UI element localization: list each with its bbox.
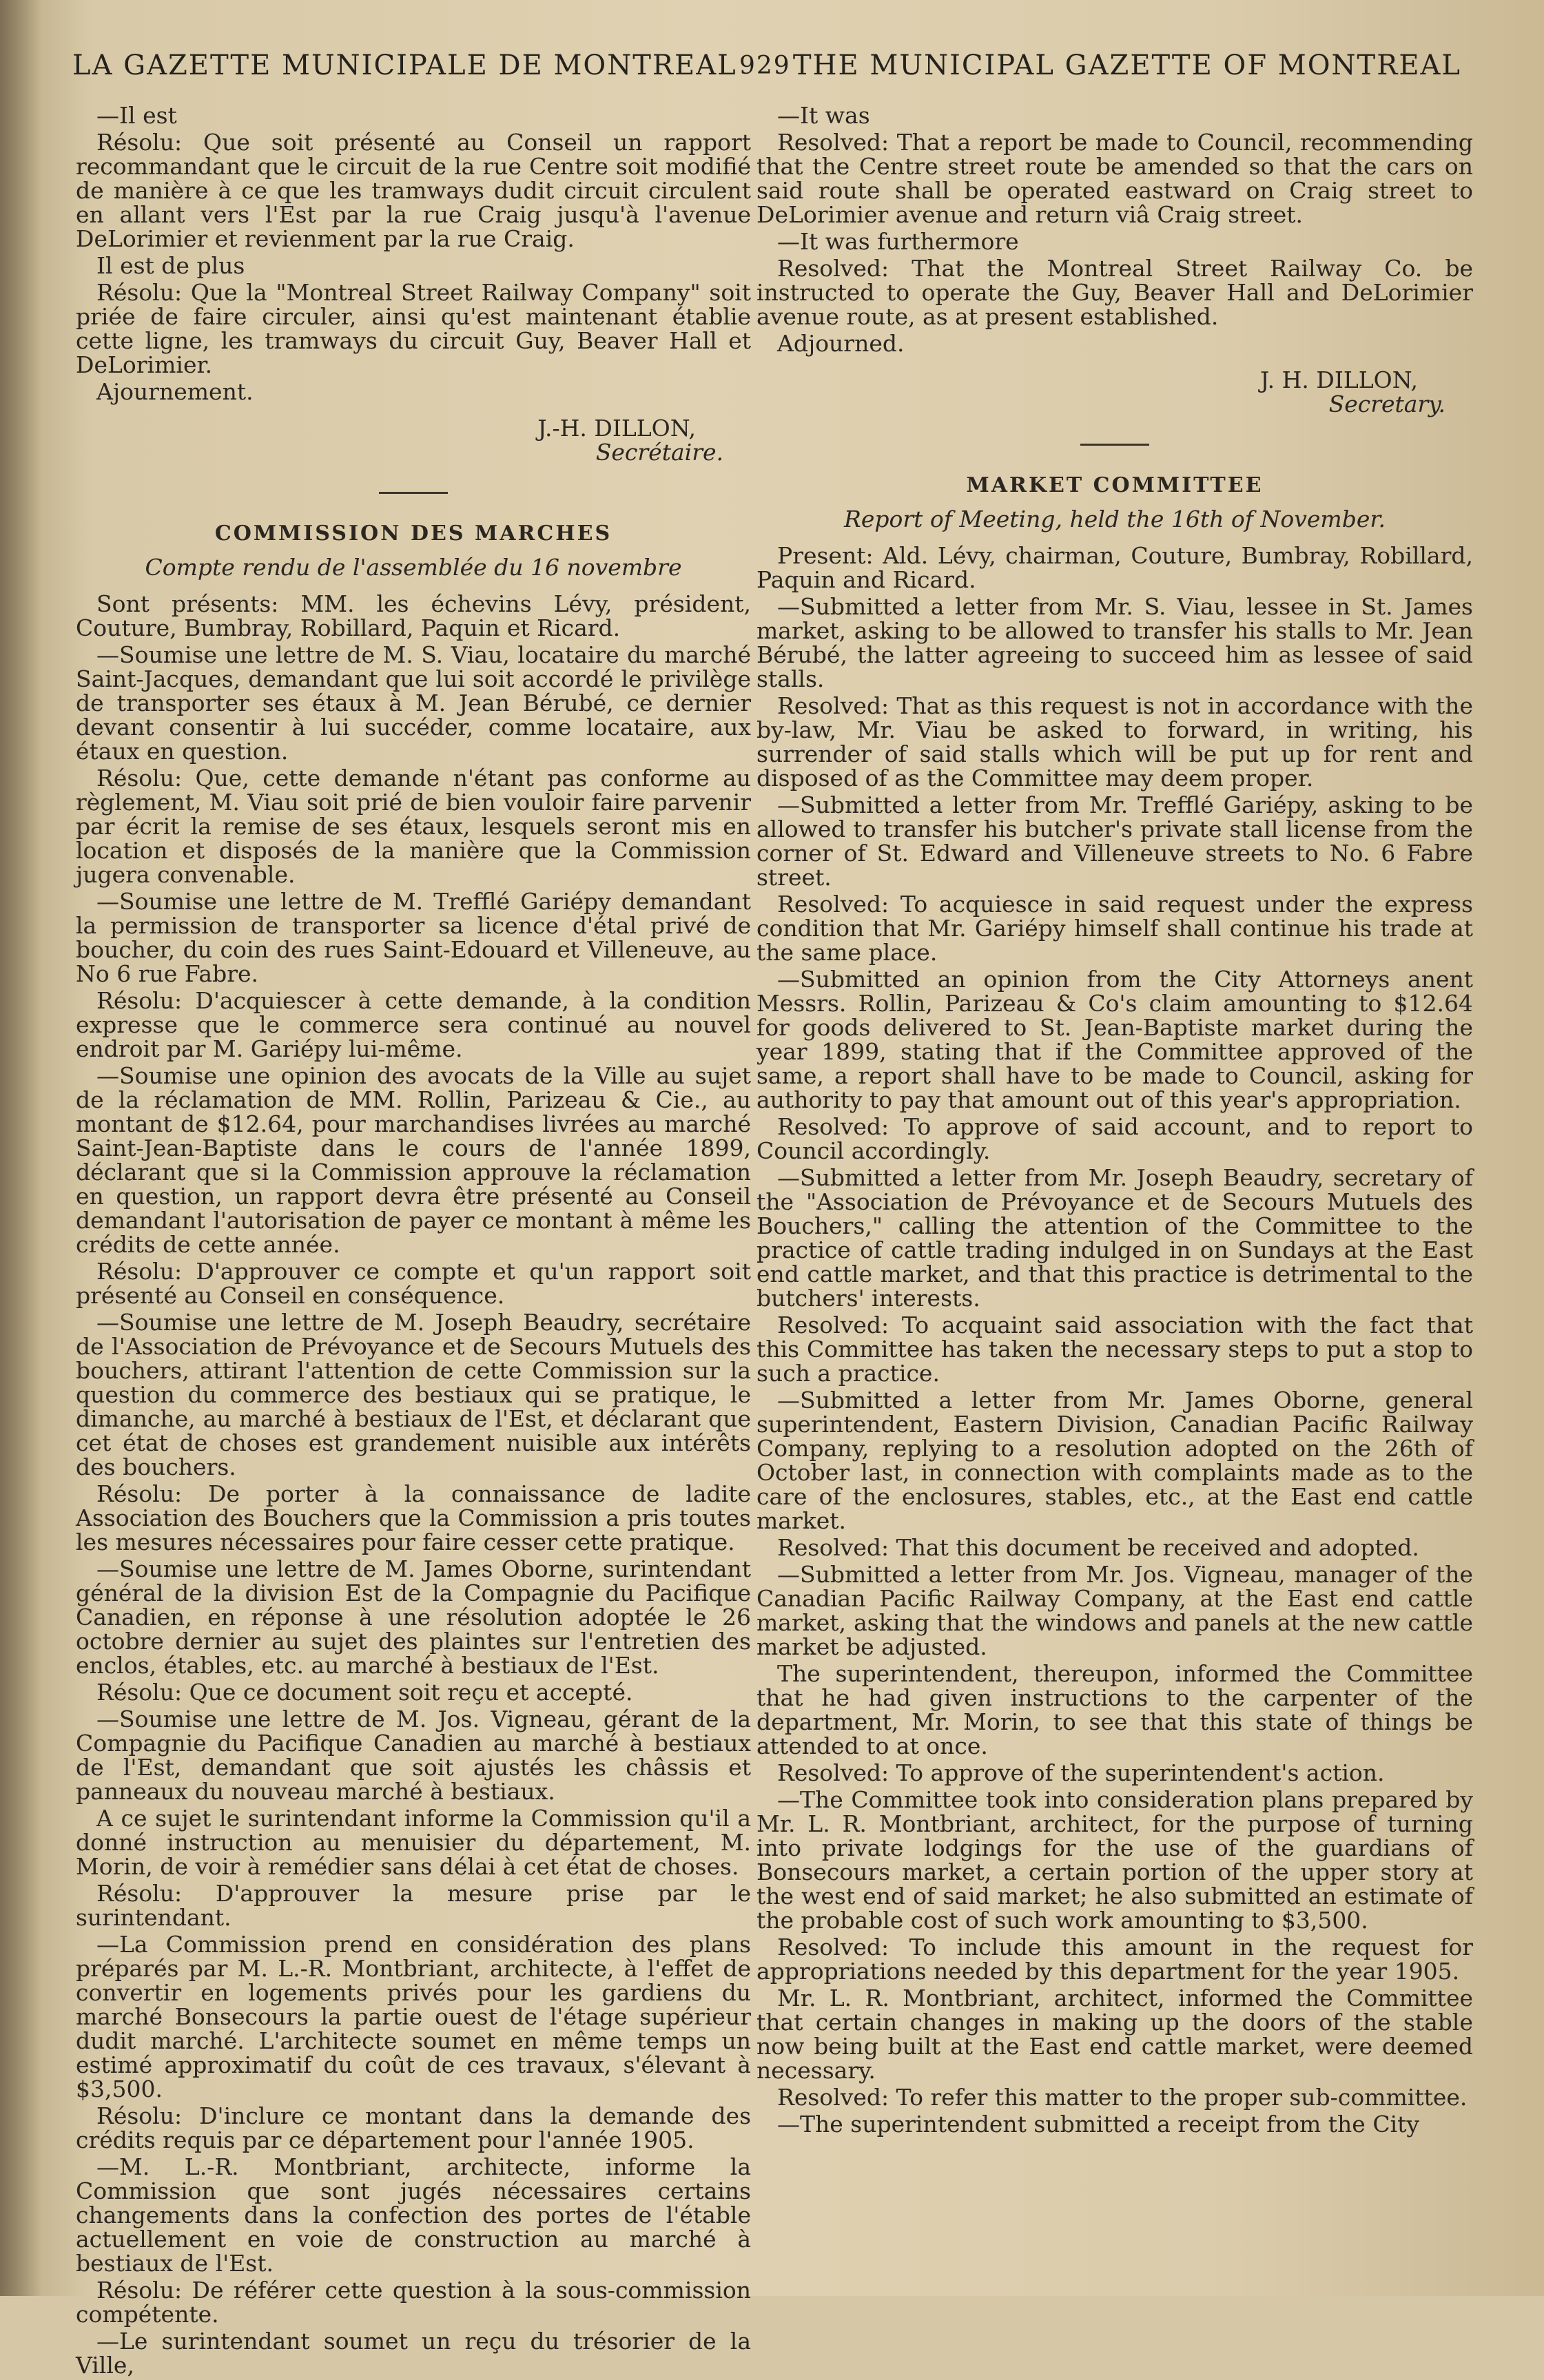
english-body-paragraph: Resolved: That as this request is not in accordance with the by-law, Mr. Viau be asked to forward, in writing, his surrender of said stalls which will be put up for rent and disposed of as the Committee may deem proper. bbox=[756, 692, 1473, 791]
english-body-paragraph: Present: Ald. Lévy, chairman, Couture, Bumbray, Robillard, Paquin and Ricard. bbox=[756, 542, 1473, 593]
book-spine-shadow bbox=[0, 0, 41, 2296]
french-body-paragraph: —Soumise une lettre de M. James Oborne, surintendant général de la division Est de la Compagnie du Pacifique Canadien, en réponse à une résolution adoptée le 26 octobre dernier au sujet des plaintes sur l'entretien des enclos, étables, etc. au marché à bestiaux de l'Est. bbox=[76, 1555, 751, 1679]
english-section-subtitle: Report of Meeting, held the 16th of November. bbox=[843, 506, 1386, 532]
section-divider bbox=[1080, 444, 1149, 446]
page-number: 929 bbox=[739, 51, 791, 80]
english-body-paragraph: —The Committee took into consideration plans prepared by Mr. L. R. Montbriant, architect, for the purpose of turning into private lodgings for the use of the guardians of Bonsecours market, a certain portion of the upper story at the west end of said market; he also submitted an estimate of the probable cost of such work amounting to $3,500. bbox=[756, 1786, 1473, 1934]
french-body-paragraph: —Soumise une lettre de M. Jos. Vigneau, gérant de la Compagnie du Pacifique Canadien au marché à bestiaux de l'Est, demandant que soit ajustés les châssis et panneaux du nouveau marché à bestiaux. bbox=[76, 1706, 751, 1805]
english-body-paragraph: Resolved: To acquaint said association with the fact that this Committee has taken the necessary steps to put a stop to such a practice. bbox=[756, 1312, 1473, 1387]
english-body bbox=[756, 544, 1473, 2136]
french-body-paragraph: —Soumise une lettre de M. S. Viau, locataire du marché Saint-Jacques, demandant que lui soit accordé le privilège de transporter ses étaux à M. Jean Bérubé, ce dernier devant consentir à lui succéder, comme locataire, aux étaux en question. bbox=[76, 641, 751, 765]
english-body-paragraph: Resolved: To refer this matter to the proper sub-committee. bbox=[777, 2084, 1468, 2111]
french-body-paragraph: Résolu: D'approuver ce compte et qu'un rapport soit présenté au Conseil en conséquence. bbox=[76, 1258, 751, 1309]
french-signature: J.-H. DILLON, bbox=[537, 415, 696, 442]
english-intro bbox=[756, 103, 1473, 355]
header-title-english: THE MUNICIPAL GAZETTE OF MONTREAL bbox=[792, 50, 1461, 81]
french-body-paragraph: Résolu: Que ce document soit reçu et accepté. bbox=[96, 1679, 633, 1706]
english-signature-title: Secretary. bbox=[1328, 391, 1445, 417]
french-section-subtitle: Compte rendu de l'assemblée du 16 novembre bbox=[145, 554, 682, 581]
header-title-french: LA GAZETTE MUNICIPALE DE MONTREAL bbox=[72, 50, 737, 81]
french-body-paragraph: —Soumise une lettre de M. Joseph Beaudry, secrétaire de l'Association de Prévoyance et de Secours Mutuels des bouchers, attirant l'attention de cette Commission sur la question du commerce des bestiaux qui se pratique, le dimanche, au marché à bestiaux de l'Est, et déclarant que cet état de choses est grandement nuisible aux intérêts des bouchers. bbox=[76, 1309, 751, 1480]
french-body bbox=[76, 592, 751, 2377]
english-section-title: MARKET COMMITTEE bbox=[966, 473, 1264, 497]
french-signature-title: Secrétaire. bbox=[595, 439, 723, 466]
english-body-paragraph: Resolved: To include this amount in the request for appropriations needed by this department for the year 1905. bbox=[756, 1934, 1473, 1985]
english-body-paragraph: —Submitted a letter from Mr. S. Viau, lessee in St. James market, asking to be allowed to transfer his stalls to Mr. Jean Bérubé, the latter agreeing to succeed him as lessee of said stalls. bbox=[756, 593, 1473, 692]
english-body-paragraph: —Submitted a letter from Mr. Joseph Beaudry, secretary of the "Association de Prévoyance et de Secours Mutuels des Bouchers," calling the attention of the Committee to the practice of cattle trading indulged in on Sundays at the East end cattle market, and that this practice is detrimental to the butchers' interests. bbox=[756, 1164, 1473, 1312]
french-body-paragraph: —M. L.-R. Montbriant, architecte, informe la Commission que sont jugés nécessaires certains changements dans la confection des portes de l'étable actuellement en voie de construction au marché à bestiaux de l'Est. bbox=[76, 2153, 751, 2277]
english-intro-paragraph: Resolved: That a report be made to Council, recommending that the Centre street route be amended so that the cars on said route shall be operated eastward on Craig street to DeLorimier avenue and return viâ Craig street. bbox=[756, 129, 1473, 228]
english-intro-paragraph: —It was bbox=[777, 102, 870, 129]
french-intro bbox=[76, 103, 751, 404]
english-intro-paragraph: Resolved: That the Montreal Street Railway Co. be instructed to operate the Guy, Beaver Hall and DeLorimier avenue route, as at present established. bbox=[756, 255, 1473, 330]
french-section-title: COMMISSION DES MARCHES bbox=[214, 521, 613, 546]
english-signature: J. H. DILLON, bbox=[1259, 366, 1418, 393]
french-body-paragraph: Résolu: D'approuver la mesure prise par le surintendant. bbox=[76, 1880, 751, 1931]
french-body-paragraph: Résolu: D'inclure ce montant dans la demande des crédits requis par ce département pour l'année 1905. bbox=[76, 2102, 751, 2153]
english-body-paragraph: The superintendent, thereupon, informed the Committee that he had given instructions to the carpenter of the department, Mr. Morin, to see that this state of things be attended to at once. bbox=[756, 1660, 1473, 1759]
english-body-paragraph: —Submitted an opinion from the City Attorneys anent Messrs. Rollin, Parizeau & Co's claim amounting to $12.64 for goods delivered to St. Jean-Baptiste market during the year 1899, stating that if the Committee approved of the same, a report shall have to be made to Council, asking for authority to pay that amount out of this year's appropriation. bbox=[756, 966, 1473, 1113]
french-body-paragraph: Résolu: D'acquiescer à cette demande, à la condition expresse que le commerce sera continué au nouvel endroit par M. Gariépy lui-même. bbox=[76, 987, 751, 1062]
page-header bbox=[72, 41, 1461, 90]
french-body-paragraph: Résolu: De référer cette question à la sous-commission compétente. bbox=[76, 2277, 751, 2328]
english-body-paragraph: —Submitted a letter from Mr. Jos. Vigneau, manager of the Canadian Pacific Railway Company, at the East end cattle market, asking that the windows and panels at the new cattle market be adjusted. bbox=[756, 1561, 1473, 1660]
french-body-paragraph: —Soumise une opinion des avocats de la Ville au sujet de la réclamation de MM. Rollin, Parizeau & Cie., au montant de $12.64, pour marchandises livrées au marché Saint-Jean-Baptiste dans le cours de l'année 1899, déclarant que si la Commission approuve la réclamation en question, un rapport devra être présenté au Conseil demandant l'autorisation de payer ce montant à même les crédits de cette année. bbox=[76, 1062, 751, 1258]
french-body-paragraph: —Le surintendant soumet un reçu du trésorier de la Ville, bbox=[76, 2328, 751, 2379]
french-intro-paragraph: Résolu: Que soit présenté au Conseil un rapport recommandant que le circuit de la rue Centre soit modifié de manière à ce que les tramways dudit circuit circulent en allant vers l'Est par la rue Craig jusqu'à l'avenue DeLorimier et revienment par la rue Craig. bbox=[76, 129, 751, 252]
section-divider bbox=[379, 492, 448, 494]
french-body-paragraph: —La Commission prend en considération des plans préparés par M. L.-R. Montbriant, architecte, à l'effet de convertir en logements privés pour les gardiens du marché Bonsecours la partie ouest de l'étage supérieur dudit marché. L'architecte soumet en même temps un estimé approximatif du coût de ces travaux, s'élevant à $3,500. bbox=[76, 1931, 751, 2102]
english-body-paragraph: Resolved: That this document be received and adopted. bbox=[777, 1534, 1419, 1561]
french-intro-paragraph: Ajournement. bbox=[96, 378, 254, 405]
french-body-paragraph: Résolu: Que, cette demande n'étant pas conforme au règlement, M. Viau soit prié de bien vouloir faire parvenir par écrit la remise de ses étaux, lesquels seront mis en location et disposés de la manière que la Commission jugera convenable. bbox=[76, 765, 751, 888]
english-body-paragraph: Resolved: To approve of said account, and to report to Council accordingly. bbox=[756, 1113, 1473, 1164]
french-body-paragraph: Résolu: De porter à la connaissance de ladite Association des Bouchers que la Commission a pris toutes les mesures nécessaires pour faire cesser cette pratique. bbox=[76, 1480, 751, 1555]
english-body-paragraph: —Submitted a letter from Mr. Trefflé Gariépy, asking to be allowed to transfer his butcher's private stall license from the corner of St. Edward and Villeneuve streets to No. 6 Fabre street. bbox=[756, 791, 1473, 891]
french-intro-paragraph: Résolu: Que la "Montreal Street Railway Company" soit priée de faire circuler, ainsi qu'est maintenant établie cette ligne, les tramways du circuit Guy, Beaver Hall et DeLorimier. bbox=[76, 279, 751, 378]
french-intro-paragraph: Il est de plus bbox=[96, 252, 245, 279]
english-body-paragraph: Resolved: To acquiesce in said request under the express condition that Mr. Gariépy himself shall continue his trade at the same place. bbox=[756, 891, 1473, 966]
english-intro-paragraph: —It was furthermore bbox=[777, 228, 1019, 255]
french-body-paragraph: —Soumise une lettre de M. Trefflé Gariépy demandant la permission de transporter sa licence d'étal privé de boucher, du coin des rues Saint-Edouard et Villeneuve, au No 6 rue Fabre. bbox=[76, 888, 751, 987]
french-body-paragraph: A ce sujet le surintendant informe la Commission qu'il a donné instruction au menuisier du département, M. Morin, de voir à remédier sans délai à cet état de choses. bbox=[76, 1805, 751, 1880]
english-column bbox=[756, 103, 1473, 2139]
french-column bbox=[76, 103, 751, 2380]
english-body-paragraph: —Submitted a letter from Mr. James Oborne, general superintendent, Eastern Division, Canadian Pacific Railway Company, replying to a resolution adopted on the 26th of October last, in connection with complaints made as to the care of the enclosures, stables, etc., at the East end cattle market. bbox=[756, 1387, 1473, 1534]
english-intro-paragraph: Adjourned. bbox=[777, 330, 905, 357]
english-body-paragraph: —The superintendent submitted a receipt from the City bbox=[777, 2111, 1420, 2138]
french-body-paragraph: Sont présents: MM. les échevins Lévy, président, Couture, Bumbray, Robillard, Paquin et Ricard. bbox=[76, 590, 751, 641]
english-body-paragraph: Mr. L. R. Montbriant, architect, informed the Committee that certain changes in making up the doors of the stable now being built at the East end cattle market, were deemed necessary. bbox=[756, 1985, 1473, 2084]
french-intro-paragraph: —Il est bbox=[96, 102, 177, 129]
english-body-paragraph: Resolved: To approve of the superintendent's action. bbox=[777, 1759, 1385, 1786]
